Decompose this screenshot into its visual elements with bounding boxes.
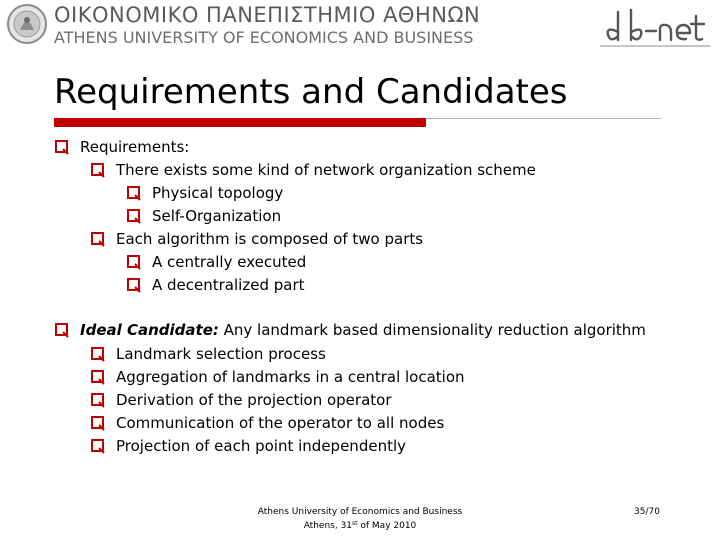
bullet-item: [54, 321, 646, 339]
bullet-item: [126, 253, 306, 271]
checkbox-bullet-icon: [90, 162, 106, 178]
university-name-greek: ΟΙΚΟΝΟΜΙΚΟ ΠΑΝΕΠΙΣΤΗΜΙΟ ΑΘΗΝΩΝ: [54, 3, 481, 27]
bullet-item: [90, 230, 423, 248]
bullet-text: There exists some kind of network organization scheme: [116, 161, 536, 179]
bullet-item: [90, 345, 326, 363]
bullet-text: Physical topology: [152, 184, 284, 202]
footer-date-sup: st: [352, 520, 358, 527]
bullet-bold-lead: Ideal Candidate:: [80, 321, 219, 339]
checkbox-bullet-icon: [126, 277, 142, 293]
footer-date: [210, 518, 510, 532]
checkbox-bullet-icon: [90, 438, 106, 454]
bullet-item: [126, 207, 281, 225]
checkbox-bullet-icon: [90, 415, 106, 431]
checkbox-bullet-icon: [126, 185, 142, 201]
checkbox-bullet-icon: [90, 231, 106, 247]
bullet-item: [90, 414, 444, 432]
checkbox-bullet-icon: [54, 322, 70, 338]
bullet-text: Derivation of the projection operator: [116, 391, 392, 409]
bullet-item: [90, 161, 536, 179]
bullet-item: [126, 184, 283, 202]
slide-footer: [210, 507, 510, 532]
bullet-text: Requirements:: [80, 138, 190, 156]
checkbox-bullet-icon: [54, 139, 70, 155]
bullet-item: [90, 391, 392, 409]
bullet-text: Each algorithm is composed of two parts: [116, 230, 424, 248]
bullet-item: [54, 138, 189, 156]
bullet-text: A centrally executed: [152, 253, 307, 271]
bullet-text: Any landmark based dimensionality reduction algorithm: [218, 321, 646, 339]
checkbox-bullet-icon: [90, 392, 106, 408]
bullet-text: Projection of each point independently: [116, 437, 406, 455]
footer-date-suffix: of May 2010: [357, 521, 417, 531]
bullet-text: Aggregation of landmarks in a central location: [116, 368, 465, 386]
university-name-english: ATHENS UNIVERSITY OF ECONOMICS AND BUSINESS: [54, 28, 474, 47]
bullet-text: A decentralized part: [152, 276, 305, 294]
bullet-item: [126, 276, 305, 294]
bullet-text: Landmark selection process: [116, 345, 326, 363]
title-underline: [54, 118, 661, 127]
footer-university: Athens University of Economics and Business: [257, 507, 463, 517]
university-seal-icon: [6, 3, 48, 45]
bullet-item: [90, 437, 406, 455]
checkbox-bullet-icon: [90, 346, 106, 362]
bullet-text: Self-Organization: [152, 207, 282, 225]
checkbox-bullet-icon: [90, 369, 106, 385]
title-underline-red: [54, 118, 426, 127]
page-number: 35/70: [634, 507, 660, 517]
footer-date-prefix: Athens, 31: [303, 521, 353, 531]
bullet-text: Communication of the operator to all nodes: [116, 414, 445, 432]
checkbox-bullet-icon: [126, 254, 142, 270]
checkbox-bullet-icon: [126, 208, 142, 224]
slide-title: Requirements and Candidates: [54, 72, 568, 112]
bullet-item: [90, 368, 465, 386]
db-net-logo: [598, 2, 712, 50]
slide-header: [0, 0, 720, 52]
